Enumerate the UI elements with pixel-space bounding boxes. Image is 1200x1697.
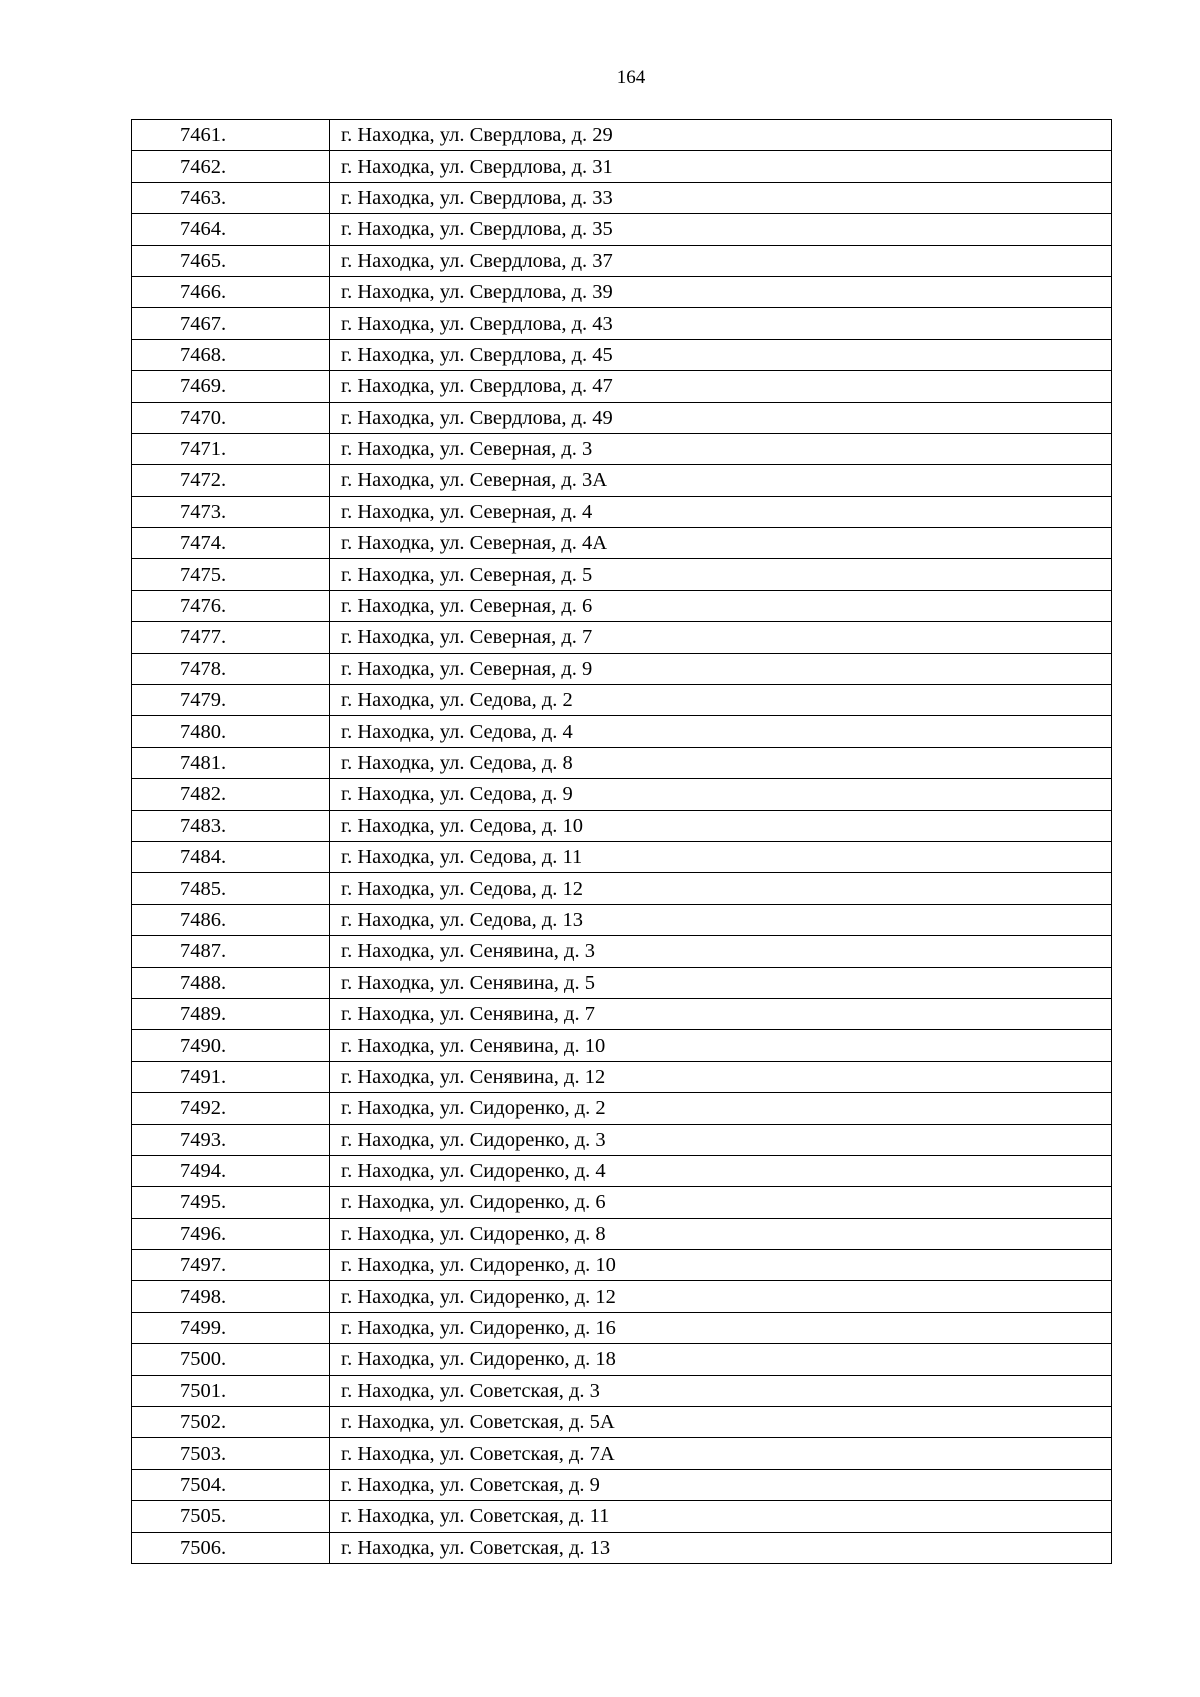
table-row: [132, 936, 1112, 967]
address-cell: г. Находка, ул. Свердлова, д. 35: [330, 214, 1112, 245]
row-number-cell: 7504.: [132, 1469, 330, 1500]
address-cell: г. Находка, ул. Советская, д. 5А: [330, 1407, 1112, 1438]
address-cell: г. Находка, ул. Сидоренко, д. 10: [330, 1250, 1112, 1281]
row-number-cell: 7475.: [132, 559, 330, 590]
row-number-cell: 7482.: [132, 779, 330, 810]
address-table-body: [132, 120, 1112, 1564]
table-row: [132, 1375, 1112, 1406]
row-number-cell: 7499.: [132, 1312, 330, 1343]
row-number-cell: 7472.: [132, 465, 330, 496]
row-number-cell: 7485.: [132, 873, 330, 904]
address-cell: г. Находка, ул. Сенявина, д. 5: [330, 967, 1112, 998]
row-number-cell: 7487.: [132, 936, 330, 967]
row-number-cell: 7506.: [132, 1532, 330, 1563]
address-cell: г. Находка, ул. Седова, д. 9: [330, 779, 1112, 810]
row-number-cell: 7473.: [132, 496, 330, 527]
address-cell: г. Находка, ул. Северная, д. 6: [330, 590, 1112, 621]
address-cell: г. Находка, ул. Седова, д. 13: [330, 904, 1112, 935]
address-cell: г. Находка, ул. Седова, д. 11: [330, 841, 1112, 872]
row-number-cell: 7469.: [132, 371, 330, 402]
row-number-cell: 7463.: [132, 182, 330, 213]
row-number-cell: 7468.: [132, 339, 330, 370]
table-row: [132, 1344, 1112, 1375]
address-cell: г. Находка, ул. Свердлова, д. 47: [330, 371, 1112, 402]
table-row: [132, 1093, 1112, 1124]
table-row: [132, 528, 1112, 559]
row-number-cell: 7490.: [132, 1030, 330, 1061]
table-row: [132, 904, 1112, 935]
address-cell: г. Находка, ул. Северная, д. 4: [330, 496, 1112, 527]
table-row: [132, 402, 1112, 433]
row-number-cell: 7478.: [132, 653, 330, 684]
address-cell: г. Находка, ул. Сидоренко, д. 18: [330, 1344, 1112, 1375]
table-row: [132, 841, 1112, 872]
table-row: [132, 810, 1112, 841]
row-number-cell: 7496.: [132, 1218, 330, 1249]
row-number-cell: 7497.: [132, 1250, 330, 1281]
row-number-cell: 7467.: [132, 308, 330, 339]
address-cell: г. Находка, ул. Сенявина, д. 10: [330, 1030, 1112, 1061]
table-row: [132, 716, 1112, 747]
row-number-cell: 7470.: [132, 402, 330, 433]
table-row: [132, 1469, 1112, 1500]
table-row: [132, 1030, 1112, 1061]
table-row: [132, 308, 1112, 339]
address-cell: г. Находка, ул. Сенявина, д. 3: [330, 936, 1112, 967]
row-number-cell: 7471.: [132, 433, 330, 464]
table-row: [132, 182, 1112, 213]
row-number-cell: 7480.: [132, 716, 330, 747]
address-cell: г. Находка, ул. Северная, д. 4А: [330, 528, 1112, 559]
table-row: [132, 967, 1112, 998]
table-row: [132, 1155, 1112, 1186]
table-row: [132, 276, 1112, 307]
address-cell: г. Находка, ул. Седова, д. 12: [330, 873, 1112, 904]
table-row: [132, 1187, 1112, 1218]
table-row: [132, 1501, 1112, 1532]
address-cell: г. Находка, ул. Сидоренко, д. 2: [330, 1093, 1112, 1124]
row-number-cell: 7461.: [132, 120, 330, 151]
row-number-cell: 7505.: [132, 1501, 330, 1532]
table-row: [132, 1124, 1112, 1155]
address-cell: г. Находка, ул. Свердлова, д. 29: [330, 120, 1112, 151]
table-row: [132, 1061, 1112, 1092]
address-cell: г. Находка, ул. Сидоренко, д. 12: [330, 1281, 1112, 1312]
address-cell: г. Находка, ул. Советская, д. 13: [330, 1532, 1112, 1563]
row-number-cell: 7477.: [132, 622, 330, 653]
table-row: [132, 1532, 1112, 1563]
table-row: [132, 433, 1112, 464]
table-row: [132, 873, 1112, 904]
table-row: [132, 998, 1112, 1029]
address-cell: г. Находка, ул. Седова, д. 10: [330, 810, 1112, 841]
row-number-cell: 7495.: [132, 1187, 330, 1218]
row-number-cell: 7503.: [132, 1438, 330, 1469]
address-cell: г. Находка, ул. Сенявина, д. 7: [330, 998, 1112, 1029]
table-row: [132, 1312, 1112, 1343]
table-row: [132, 1281, 1112, 1312]
row-number-cell: 7488.: [132, 967, 330, 998]
table-row: [132, 151, 1112, 182]
address-table: [131, 119, 1112, 1564]
row-number-cell: 7474.: [132, 528, 330, 559]
table-row: [132, 245, 1112, 276]
table-row: [132, 1250, 1112, 1281]
table-row: [132, 120, 1112, 151]
address-cell: г. Находка, ул. Северная, д. 9: [330, 653, 1112, 684]
row-number-cell: 7465.: [132, 245, 330, 276]
row-number-cell: 7484.: [132, 841, 330, 872]
row-number-cell: 7494.: [132, 1155, 330, 1186]
address-cell: г. Находка, ул. Седова, д. 8: [330, 747, 1112, 778]
row-number-cell: 7486.: [132, 904, 330, 935]
address-cell: г. Находка, ул. Седова, д. 2: [330, 685, 1112, 716]
page-number: 164: [616, 67, 646, 88]
table-row: [132, 590, 1112, 621]
table-row: [132, 1438, 1112, 1469]
row-number-cell: 7502.: [132, 1407, 330, 1438]
address-cell: г. Находка, ул. Сидоренко, д. 6: [330, 1187, 1112, 1218]
row-number-cell: 7481.: [132, 747, 330, 778]
address-cell: г. Находка, ул. Свердлова, д. 43: [330, 308, 1112, 339]
address-cell: г. Находка, ул. Свердлова, д. 31: [330, 151, 1112, 182]
table-row: [132, 465, 1112, 496]
address-cell: г. Находка, ул. Сидоренко, д. 4: [330, 1155, 1112, 1186]
row-number-cell: 7501.: [132, 1375, 330, 1406]
row-number-cell: 7466.: [132, 276, 330, 307]
address-cell: г. Находка, ул. Сидоренко, д. 8: [330, 1218, 1112, 1249]
address-cell: г. Находка, ул. Свердлова, д. 45: [330, 339, 1112, 370]
address-cell: г. Находка, ул. Советская, д. 11: [330, 1501, 1112, 1532]
row-number-cell: 7500.: [132, 1344, 330, 1375]
address-cell: г. Находка, ул. Свердлова, д. 33: [330, 182, 1112, 213]
table-row: [132, 779, 1112, 810]
address-cell: г. Находка, ул. Советская, д. 7А: [330, 1438, 1112, 1469]
address-cell: г. Находка, ул. Сенявина, д. 12: [330, 1061, 1112, 1092]
address-cell: г. Находка, ул. Свердлова, д. 49: [330, 402, 1112, 433]
table-row: [132, 339, 1112, 370]
row-number-cell: 7462.: [132, 151, 330, 182]
address-cell: г. Находка, ул. Сидоренко, д. 16: [330, 1312, 1112, 1343]
address-cell: г. Находка, ул. Северная, д. 3А: [330, 465, 1112, 496]
table-row: [132, 559, 1112, 590]
table-row: [132, 747, 1112, 778]
row-number-cell: 7476.: [132, 590, 330, 621]
table-row: [132, 622, 1112, 653]
row-number-cell: 7483.: [132, 810, 330, 841]
row-number-cell: 7498.: [132, 1281, 330, 1312]
table-row: [132, 653, 1112, 684]
row-number-cell: 7464.: [132, 214, 330, 245]
address-cell: г. Находка, ул. Свердлова, д. 37: [330, 245, 1112, 276]
table-row: [132, 1218, 1112, 1249]
table-row: [132, 496, 1112, 527]
address-cell: г. Находка, ул. Свердлова, д. 39: [330, 276, 1112, 307]
address-cell: г. Находка, ул. Советская, д. 3: [330, 1375, 1112, 1406]
address-cell: г. Находка, ул. Седова, д. 4: [330, 716, 1112, 747]
table-row: [132, 1407, 1112, 1438]
address-cell: г. Находка, ул. Советская, д. 9: [330, 1469, 1112, 1500]
row-number-cell: 7492.: [132, 1093, 330, 1124]
row-number-cell: 7479.: [132, 685, 330, 716]
table-row: [132, 685, 1112, 716]
address-cell: г. Находка, ул. Северная, д. 3: [330, 433, 1112, 464]
table-row: [132, 371, 1112, 402]
address-cell: г. Находка, ул. Сидоренко, д. 3: [330, 1124, 1112, 1155]
row-number-cell: 7493.: [132, 1124, 330, 1155]
row-number-cell: 7489.: [132, 998, 330, 1029]
address-cell: г. Находка, ул. Северная, д. 7: [330, 622, 1112, 653]
table-row: [132, 214, 1112, 245]
address-cell: г. Находка, ул. Северная, д. 5: [330, 559, 1112, 590]
row-number-cell: 7491.: [132, 1061, 330, 1092]
